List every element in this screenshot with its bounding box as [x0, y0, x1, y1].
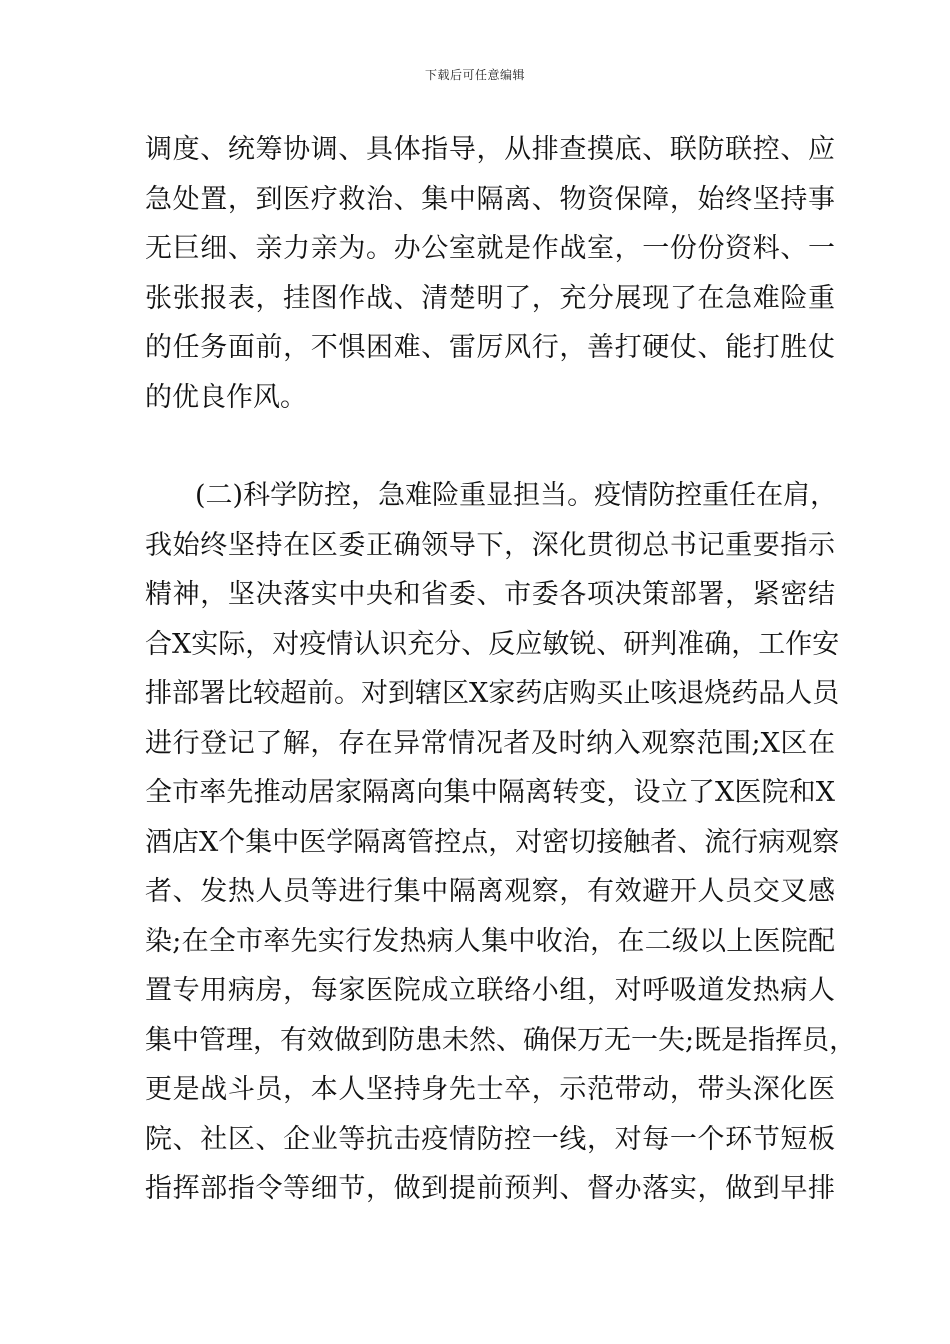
text-line: 的任务面前，不惧困难、雷厉风行，善打硬仗、能打胜仗 — [145, 332, 835, 363]
paragraph-1 — [145, 125, 835, 422]
paragraph-2 — [145, 471, 857, 1214]
text-line: 者、发热人员等进行集中隔离观察，有效避开人员交叉感 — [145, 876, 835, 907]
header-note: 下载后可任意编辑 — [424, 68, 525, 82]
text-line: 合X实际，对疫情认识充分、反应敏锐、研判准确，工作安 — [145, 628, 840, 660]
text-line: 调度、统筹协调、具体指导，从排查摸底、联防联控、应 — [145, 134, 835, 165]
text-line: 指挥部指令等细节，做到提前预判、督办落实，做到早排 — [145, 1173, 835, 1204]
text-line: 院、社区、企业等抗击疫情防控一线，对每一个环节短板 — [145, 1123, 835, 1155]
text-line: 我始终坚持在区委正确领导下，深化贯彻总书记重要指示 — [145, 529, 835, 561]
text-line: 进行登记了解，存在异常情况者及时纳入观察范围;X区在 — [145, 727, 835, 759]
text-line: 集中管理，有效做到防患未然、确保万无一失;既是指挥员， — [145, 1024, 857, 1056]
text-line: 无巨细、亲力亲为。办公室就是作战室，一份份资料、一 — [145, 233, 835, 264]
text-line: 精神，坚决落实中央和省委、市委各项决策部署，紧密结 — [145, 579, 835, 610]
text-line: 酒店X个集中医学隔离管控点，对密切接触者、流行病观察 — [145, 826, 840, 858]
text-line: 的优良作风。 — [145, 381, 307, 413]
text-line: 染;在全市率先实行发热病人集中收治，在二级以上医院配 — [145, 925, 835, 957]
text-line: (二)科学防控，急难险重显担当。疫情防控重任在肩， — [195, 480, 838, 511]
text-line: 更是战斗员，本人坚持身先士卒，示范带动，带头深化医 — [145, 1074, 835, 1105]
text-line: 排部署比较超前。对到辖区X家药店购买止咳退烧药品人员 — [145, 678, 840, 709]
text-line: 全市率先推动居家隔离向集中隔离转变，设立了X医院和X — [145, 777, 835, 808]
text-line: 置专用病房，每家医院成立联络小组，对呼吸道发热病人 — [145, 975, 835, 1006]
text-line: 急处置，到医疗救治、集中隔离、物资保障，始终坚持事 — [145, 183, 835, 215]
text-line: 张张报表，挂图作战、清楚明了，充分展现了在急难险重 — [145, 282, 835, 314]
